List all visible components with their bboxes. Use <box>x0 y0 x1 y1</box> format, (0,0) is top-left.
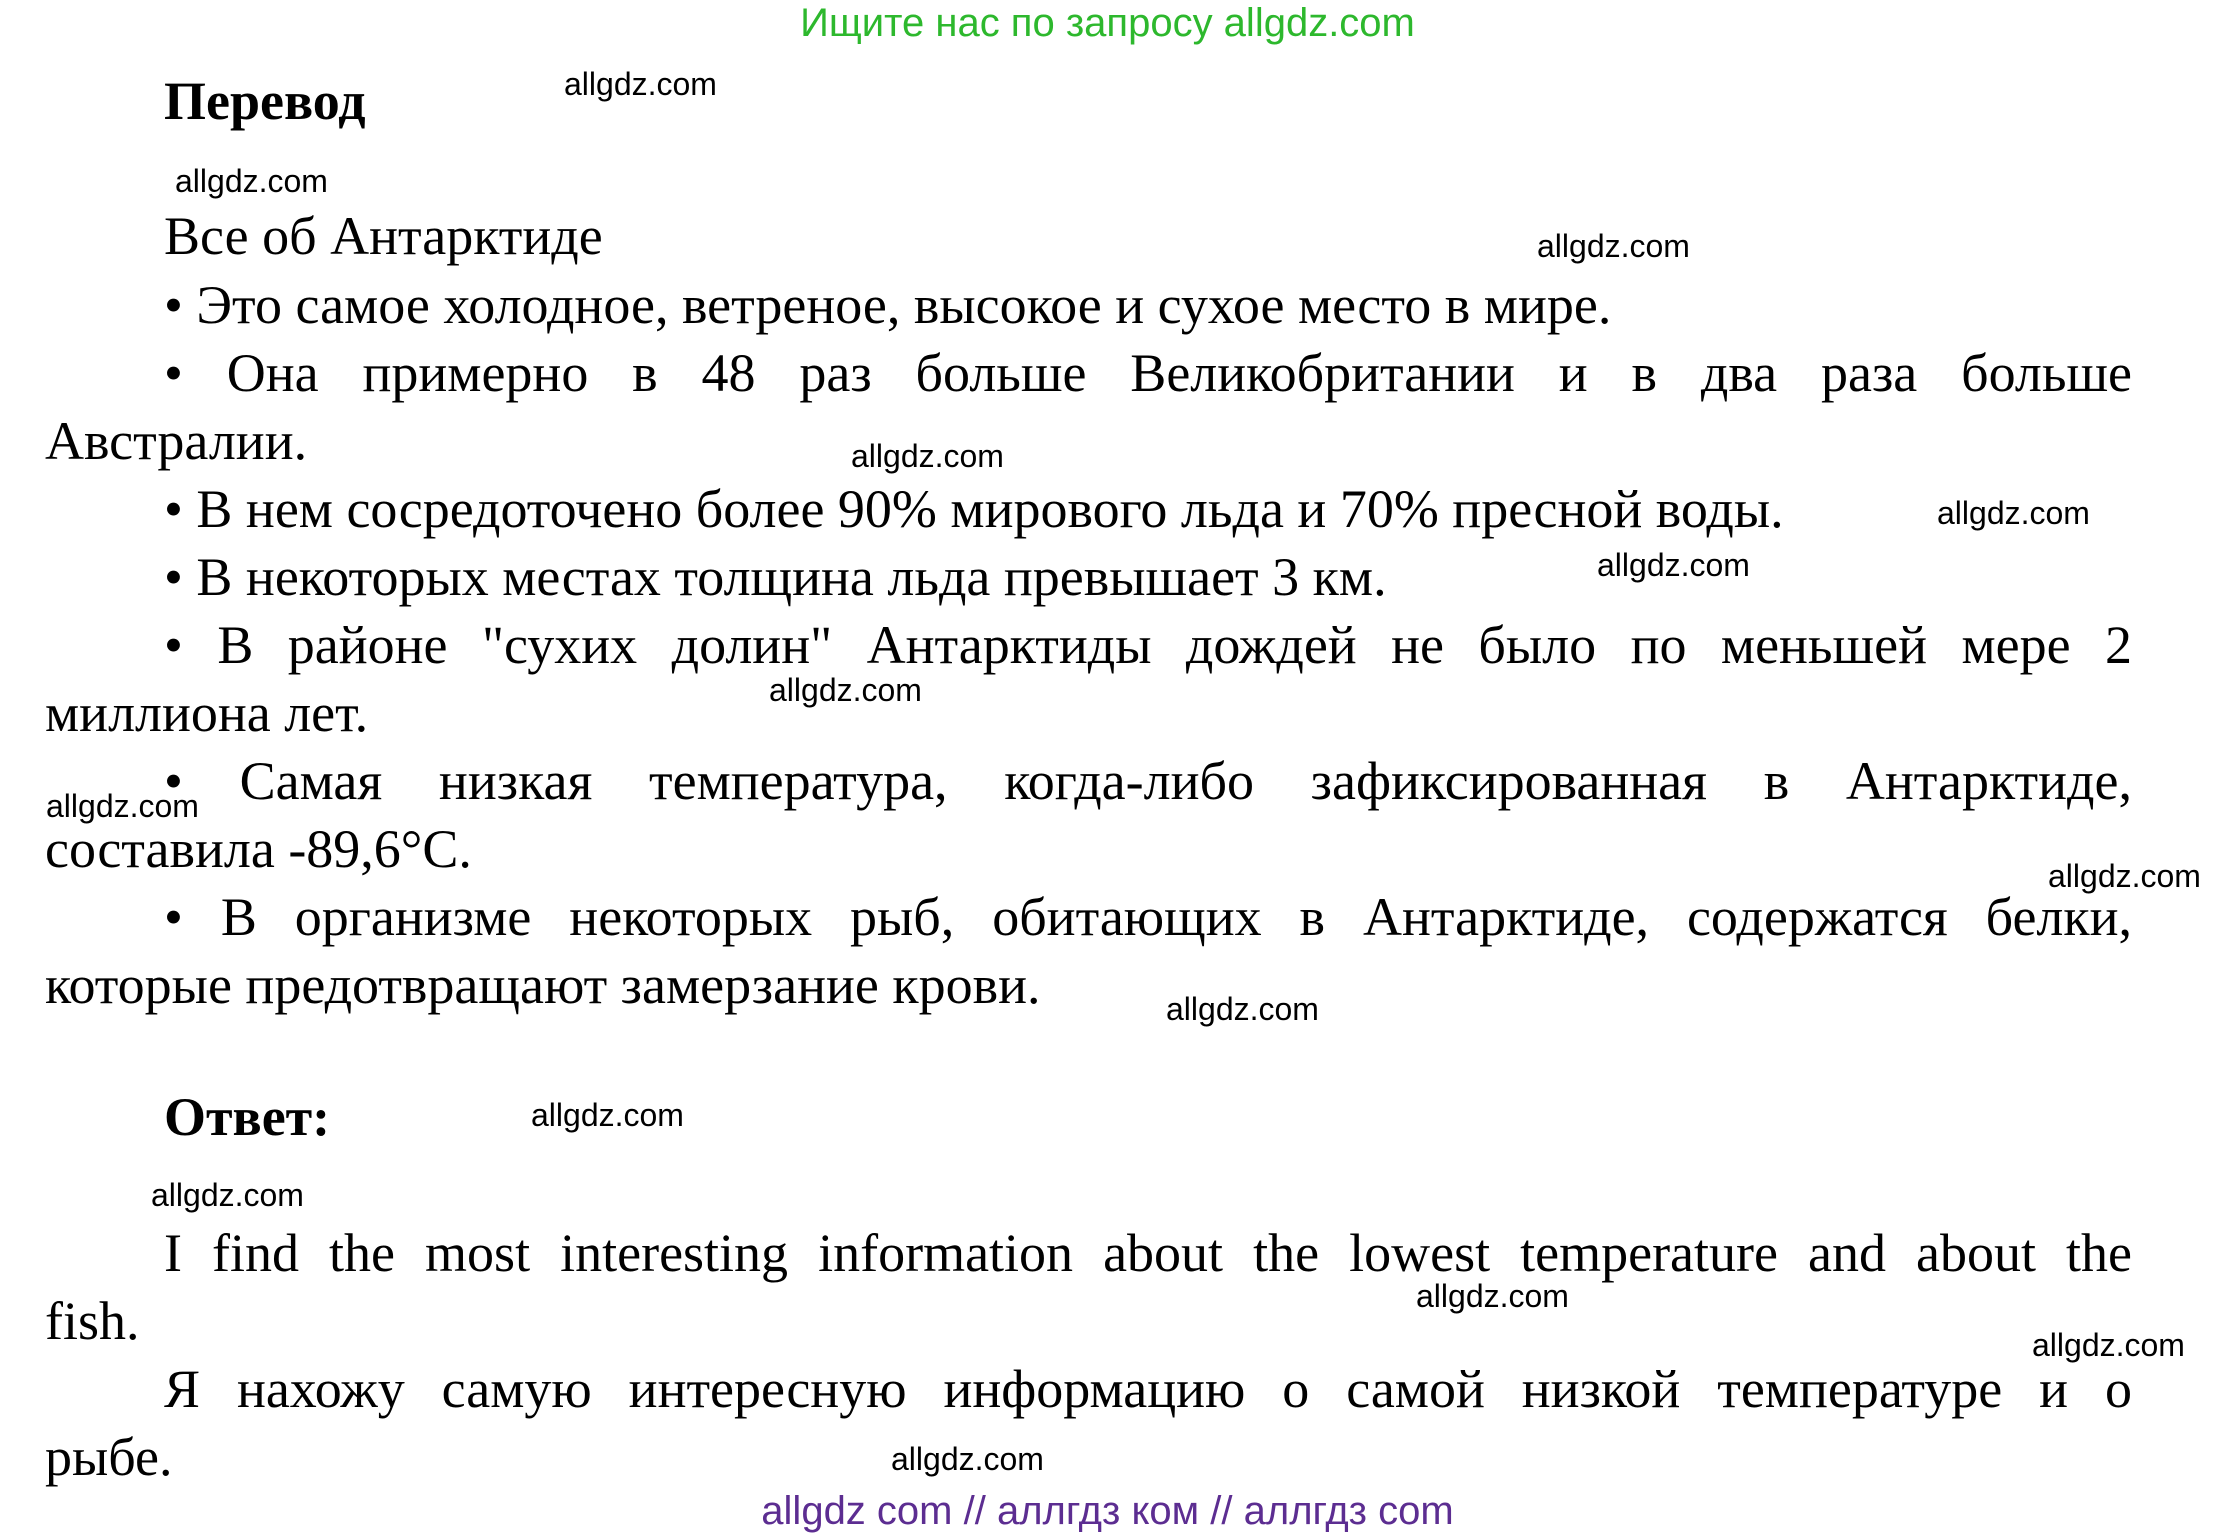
fact-line-6-cont: составила -89,6°C. <box>45 819 472 879</box>
answer-line-2: Я нахожу самую интересную информацию о самой низкой температуре и о <box>164 1359 2132 1419</box>
answer-line-2-cont: рыбе. <box>45 1427 173 1487</box>
watermark: allgdz.com <box>891 1441 1044 1477</box>
answer-line-1-cont: fish. <box>45 1291 140 1351</box>
fact-line-6: • Самая низкая температура, когда-либо зафиксированная в Антарктиде, <box>164 751 2132 811</box>
translation-heading: Перевод <box>164 71 366 131</box>
fact-line-1: • Это самое холодное, ветреное, высокое и сухое место в мире. <box>164 275 1612 335</box>
watermark: allgdz.com <box>2032 1327 2185 1363</box>
fact-line-7-cont: которые предотвращают замерзание крови. <box>45 955 1041 1015</box>
watermark: allgdz.com <box>46 788 199 824</box>
watermark: allgdz.com <box>175 163 328 199</box>
fact-line-7: • В организме некоторых рыб, обитающих в Антарктиде, содержатся белки, <box>164 887 2132 947</box>
watermark: allgdz.com <box>531 1097 684 1133</box>
fact-line-2-cont: Австралии. <box>45 411 308 471</box>
fact-line-5-cont: миллиона лет. <box>45 683 369 743</box>
watermark: allgdz.com <box>769 672 922 708</box>
answer-heading: Ответ: <box>164 1087 331 1147</box>
watermark: allgdz.com <box>1597 547 1750 583</box>
watermark: allgdz.com <box>1537 228 1690 264</box>
article-title: Все об Антарктиде <box>164 206 603 266</box>
watermark: allgdz.com <box>151 1177 304 1213</box>
watermark: allgdz.com <box>1937 495 2090 531</box>
watermark: allgdz.com <box>564 66 717 102</box>
watermark: allgdz.com <box>1416 1278 1569 1314</box>
fact-line-3: • В нем сосредоточено более 90% мирового льда и 70% пресной воды. <box>164 479 1784 539</box>
watermark: allgdz.com <box>1166 991 1319 1027</box>
fact-line-5: • В районе "сухих долин" Антарктиды дождей не было по меньшей мере 2 <box>164 615 2132 675</box>
footer-links: allgdz com // аллгдз ком // аллгдз com <box>761 1489 1454 1533</box>
watermark: allgdz.com <box>851 438 1004 474</box>
fact-line-4: • В некоторых местах толщина льда превышает 3 км. <box>164 547 1387 607</box>
fact-line-2: • Она примерно в 48 раз больше Великобритании и в два раза больше <box>164 343 2132 403</box>
answer-line-1: I find the most interesting information about the lowest temperature and about the <box>164 1223 2132 1283</box>
search-banner: Ищите нас по запросу allgdz.com <box>800 1 1415 45</box>
watermark: allgdz.com <box>2048 858 2201 894</box>
